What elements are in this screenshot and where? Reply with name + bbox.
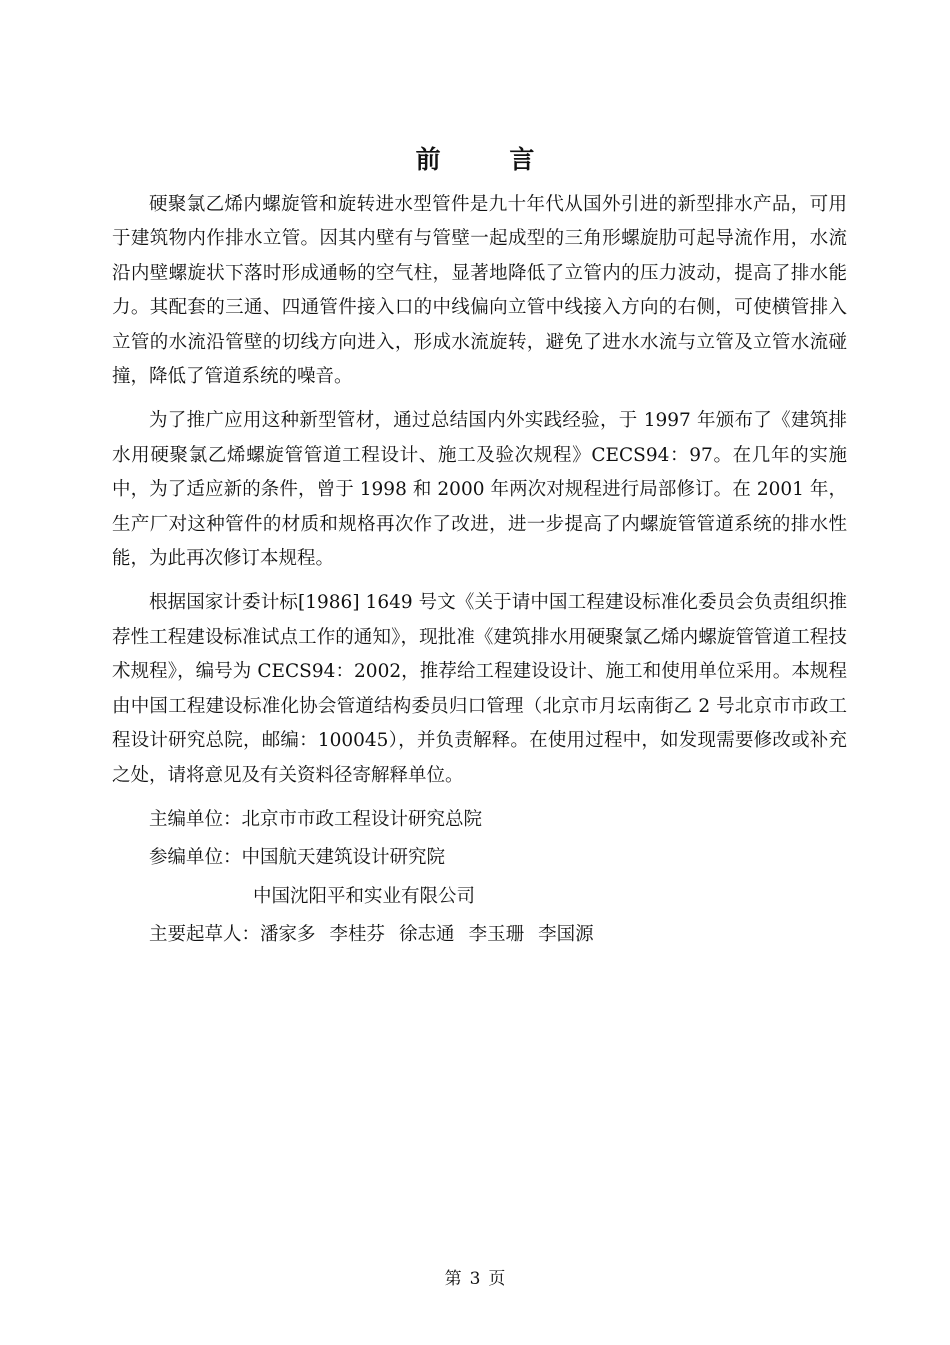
document-body [112,188,847,957]
drafter-name: 李玉珊 [468,924,525,946]
paragraph-approval: 根据国家计委计标[1986] 1649 号文《关于请中国工程建设标准化委员会负责组织推荐性工程建设标准试点工作的通知》，现批准《建筑排水用硬聚氯乙烯内螺旋管管道工程技术规程》，编号为 CECS94：2002，推荐给工程建设设计、施工和使用单位采用。本规程由中国工程建设标准化协会管道结构委员归口管理（北京市月坛南街乙 2 号北京市市政工程设计研究总院，邮编：100045），并负责解释。在使用过程中，如发现需要修改或补充之处，请将意见及有关资料径寄解释单位。 [112,592,847,786]
drafter-name: 李桂芬 [329,924,386,946]
chief-editor-unit: 北京市市政工程设计研究总院 [241,808,483,830]
chief-editor-line [112,803,847,837]
page-number [0,1265,950,1293]
paragraph-history: 为了推广应用这种新型管材，通过总结国内外实践经验，于 1997 年颁布了《建筑排水用硬聚氯乙烯螺旋管管道工程设计、施工及验次规程》CECS94：97。在几年的实施中，为了适应新的条件，曾于 1998 和 2000 年两次对规程进行局部修订。在 2001 年，生产厂对这种管件的材质和规格再次作了改进，进一步提高了内螺旋管管道系统的排水性能，为此再次修订本规程。 [112,410,847,570]
drafters-label: 主要起草人： [149,924,261,946]
drafter-name: 李国源 [538,924,594,946]
participants-line [112,841,847,875]
page-number-prefix: 第 [444,1269,462,1289]
drafters-line [112,918,847,952]
page-number-value: 3 [469,1269,481,1289]
page-number-suffix: 页 [488,1269,506,1289]
participant-unit-2: 中国沈阳平和实业有限公司 [253,885,476,907]
participants-label: 参编单位： [149,847,242,869]
participants-line-2 [112,880,847,914]
page-title: 前 言 [415,145,565,174]
participant-unit-1: 中国航天建筑设计研究院 [241,847,446,869]
paragraph-introduction: 硬聚氯乙烯内螺旋管和旋转进水型管件是九十年代从国外引进的新型排水产品，可用于建筑物内作排水立管。因其内壁有与管壁一起成型的三角形螺旋肋可起导流作用，水流沿内壁螺旋状下落时形成通畅的空气柱，显著地降低了立管内的压力波动，提高了排水能力。其配套的三通、四通管件接入口的中线偏向立管中线接入方向的右侧，可使横管排入立管的水流沿管壁的切线方向进入，形成水流旋转，避免了进水水流与立管及立管水流碰撞，降低了管道系统的噪音。 [112,194,847,388]
drafter-name: 潘家多 [260,924,316,946]
chief-editor-label: 主编单位： [149,808,242,830]
drafter-name: 徐志通 [399,924,455,946]
